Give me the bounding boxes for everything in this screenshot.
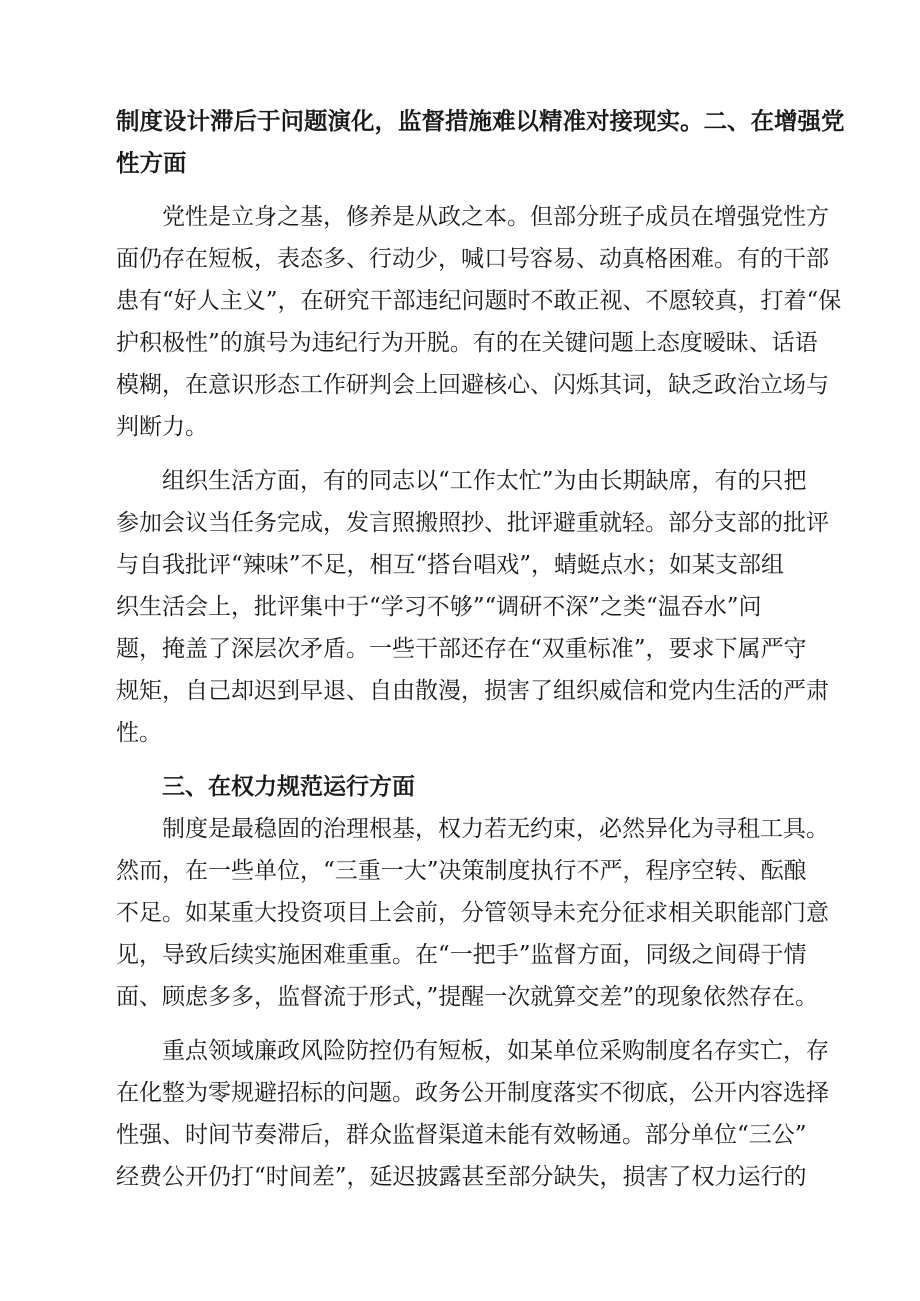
text-line: 性强、时间节奏滞后，群众监督渠道未能有效畅通。部分单位“三公” <box>116 1122 807 1148</box>
paragraph-risk-control <box>116 1030 832 1198</box>
text-line: 护积极性”的旗号为违纪行为开脱。有的在关键问题上态度暧昧、话语 <box>116 330 818 356</box>
text-line: 判断力。 <box>116 414 208 440</box>
text-line: 经费公开仍打“时间差”，延迟披露甚至部分缺失，损害了权力运行的 <box>116 1164 807 1190</box>
text-line: 面仍存在短板，表态多、行动少，喊口号容易、动真格困难。有的干部 <box>116 246 829 272</box>
section-heading-3 <box>116 766 832 808</box>
text-line: 重点领域廉政风险防控仍有短板，如某单位采购制度名存实亡，存 <box>162 1038 829 1064</box>
text-line: 织生活会上，批评集中于“学习不够”“调研不深”之类“温吞水”问 <box>116 594 762 620</box>
text-line: 在化整为零规避招标的问题。政务公开制度落实不彻底，公开内容选择 <box>116 1080 829 1106</box>
text-line: 参加会议当任务完成，发言照搬照抄、批评避重就轻。部分支部的批评 <box>116 510 829 536</box>
paragraph-power-operation <box>116 808 832 1018</box>
top-block <box>116 100 845 184</box>
paragraph-party-spirit <box>116 196 842 448</box>
text-line: 然而，在一些单位，“三重一大”决策制度执行不严，程序空转、酝酿 <box>116 858 807 884</box>
paragraph-organization-life <box>116 460 832 754</box>
text-line: 不足。如某重大投资项目上会前，分管领导未充分征求相关职能部门意 <box>116 900 829 926</box>
text-line: 规矩，自己却迟到早退、自由散漫，损害了组织威信和党内生活的严肃 <box>116 678 829 704</box>
text-line: 模糊，在意识形态工作研判会上回避核心、闪烁其词，缺乏政治立场与 <box>116 372 829 398</box>
text-line: 题，掩盖了深层次矛盾。一些干部还存在“双重标准”，要求下属严守 <box>116 636 807 662</box>
text-line: 党性是立身之基，修养是从政之本。但部分班子成员在增强党性方 <box>162 204 829 230</box>
text-line: 患有“好人主义”，在研究干部违纪问题时不敢正视、不愿较真，打着“保 <box>116 288 842 314</box>
text-line: 性。 <box>116 720 162 746</box>
text-line: 制度设计滞后于问题演化，监督措施难以精准对接现实。二、在增强党 <box>116 107 845 135</box>
section-heading: 三、在权力规范运行方面 <box>162 774 415 800</box>
text-line: 性方面 <box>116 149 187 177</box>
text-line: 见，导致后续实施困难重重。在“一把手”监督方面，同级之间碍于情 <box>116 942 807 968</box>
text-line: 面、顾虑多多，监督流于形式，”提醒一次就算交差”的现象依然存在。 <box>116 984 819 1010</box>
document-body <box>116 100 845 1198</box>
text-line: 制度是最稳固的治理根基，权力若无约束，必然异化为寻租工具。 <box>162 816 829 842</box>
text-line: 与自我批评“辣味”不足，相互“搭台唱戏”，蜻蜓点水；如某支部组 <box>116 552 785 578</box>
text-line: 组织生活方面，有的同志以“工作太忙”为由长期缺席，有的只把 <box>162 468 807 494</box>
